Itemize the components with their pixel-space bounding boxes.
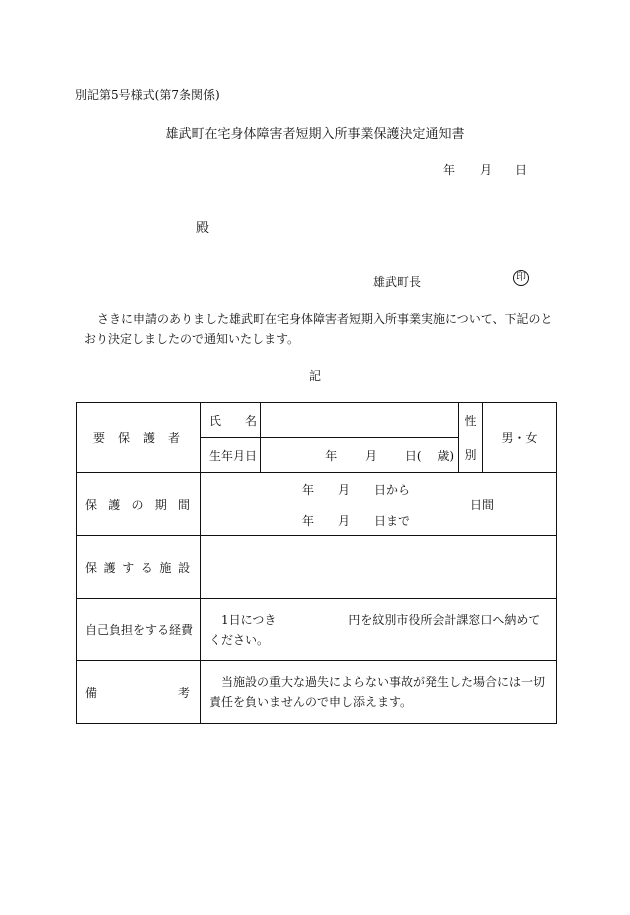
- table-row: [77, 473, 557, 536]
- birthdate-label: 生年月日: [201, 438, 261, 473]
- date-day-label: 日: [515, 163, 528, 177]
- label-char: 者: [167, 431, 180, 445]
- label-char: 保: [117, 431, 130, 445]
- remarks-label: [77, 661, 201, 724]
- date-month-label: 月: [480, 163, 493, 177]
- name-field[interactable]: [261, 403, 459, 438]
- label-char: 考: [177, 685, 190, 700]
- seal-mark: 印: [513, 270, 529, 286]
- label-char: 間: [177, 497, 190, 512]
- period-from: 年 月 日から: [302, 483, 411, 497]
- notice-body-text: さきに申請のありました雄武町在宅身体障害者短期入所事業実施について、下記のとおり決定しましたので通知いたします。: [84, 312, 553, 346]
- remarks-text: [201, 661, 557, 724]
- label-char: 要: [93, 431, 106, 445]
- period-to: 年 月 日まで: [302, 514, 411, 528]
- issuer-name: 雄武町長: [373, 275, 422, 289]
- table-row: [77, 403, 557, 438]
- name-label: 氏 名: [201, 403, 261, 438]
- period-days: 日間: [470, 498, 495, 512]
- recipient-honorific: 殿: [196, 221, 210, 236]
- label-char: 期: [154, 497, 167, 512]
- label-char: 備: [85, 685, 98, 700]
- facility-label: [77, 536, 201, 599]
- table-row: [77, 599, 557, 661]
- document-title: 雄武町在宅身体障害者短期入所事業保護決定通知書: [165, 127, 465, 142]
- label-char: 護: [142, 431, 155, 445]
- ki-heading: 記: [308, 369, 321, 383]
- remarks-text-body: 当施設の重大な過失によらない事故が発生した場合には一切責任を負いませんので申し添えます。: [209, 675, 546, 709]
- label-char: る: [140, 560, 153, 575]
- table-row: [77, 661, 557, 724]
- protection-period-label: [77, 473, 201, 536]
- form-number-label: 別記第5号様式(第7条関係): [75, 88, 220, 102]
- label-char: 護: [108, 497, 121, 512]
- facility-field[interactable]: [201, 536, 557, 599]
- protection-period-field[interactable]: [201, 473, 557, 536]
- birthdate-field[interactable]: 年 月 日( 歳): [261, 438, 459, 473]
- self-pay-text: [201, 599, 557, 661]
- table-row: [77, 536, 557, 599]
- gender-label-bottom: 別: [464, 447, 477, 462]
- label-char: の: [131, 497, 144, 512]
- label-char: 施: [159, 560, 172, 575]
- gender-label-top: 性: [464, 413, 477, 428]
- label-char: す: [122, 560, 135, 575]
- date-year-label: 年: [443, 163, 456, 177]
- gender-value[interactable]: 男・女: [483, 403, 557, 473]
- label-char: 保: [85, 560, 98, 575]
- gender-label: [459, 403, 483, 473]
- label-char: 設: [177, 560, 190, 575]
- protected-person-label: [77, 403, 201, 473]
- self-pay-label: 自己負担をする経費: [77, 599, 201, 661]
- decision-table: [76, 402, 557, 724]
- self-pay-text-body: 1日につき 円を紋別市役所会計課窓口へ納めてください。: [209, 612, 541, 647]
- label-char: 護: [103, 560, 116, 575]
- label-char: 保: [85, 497, 98, 512]
